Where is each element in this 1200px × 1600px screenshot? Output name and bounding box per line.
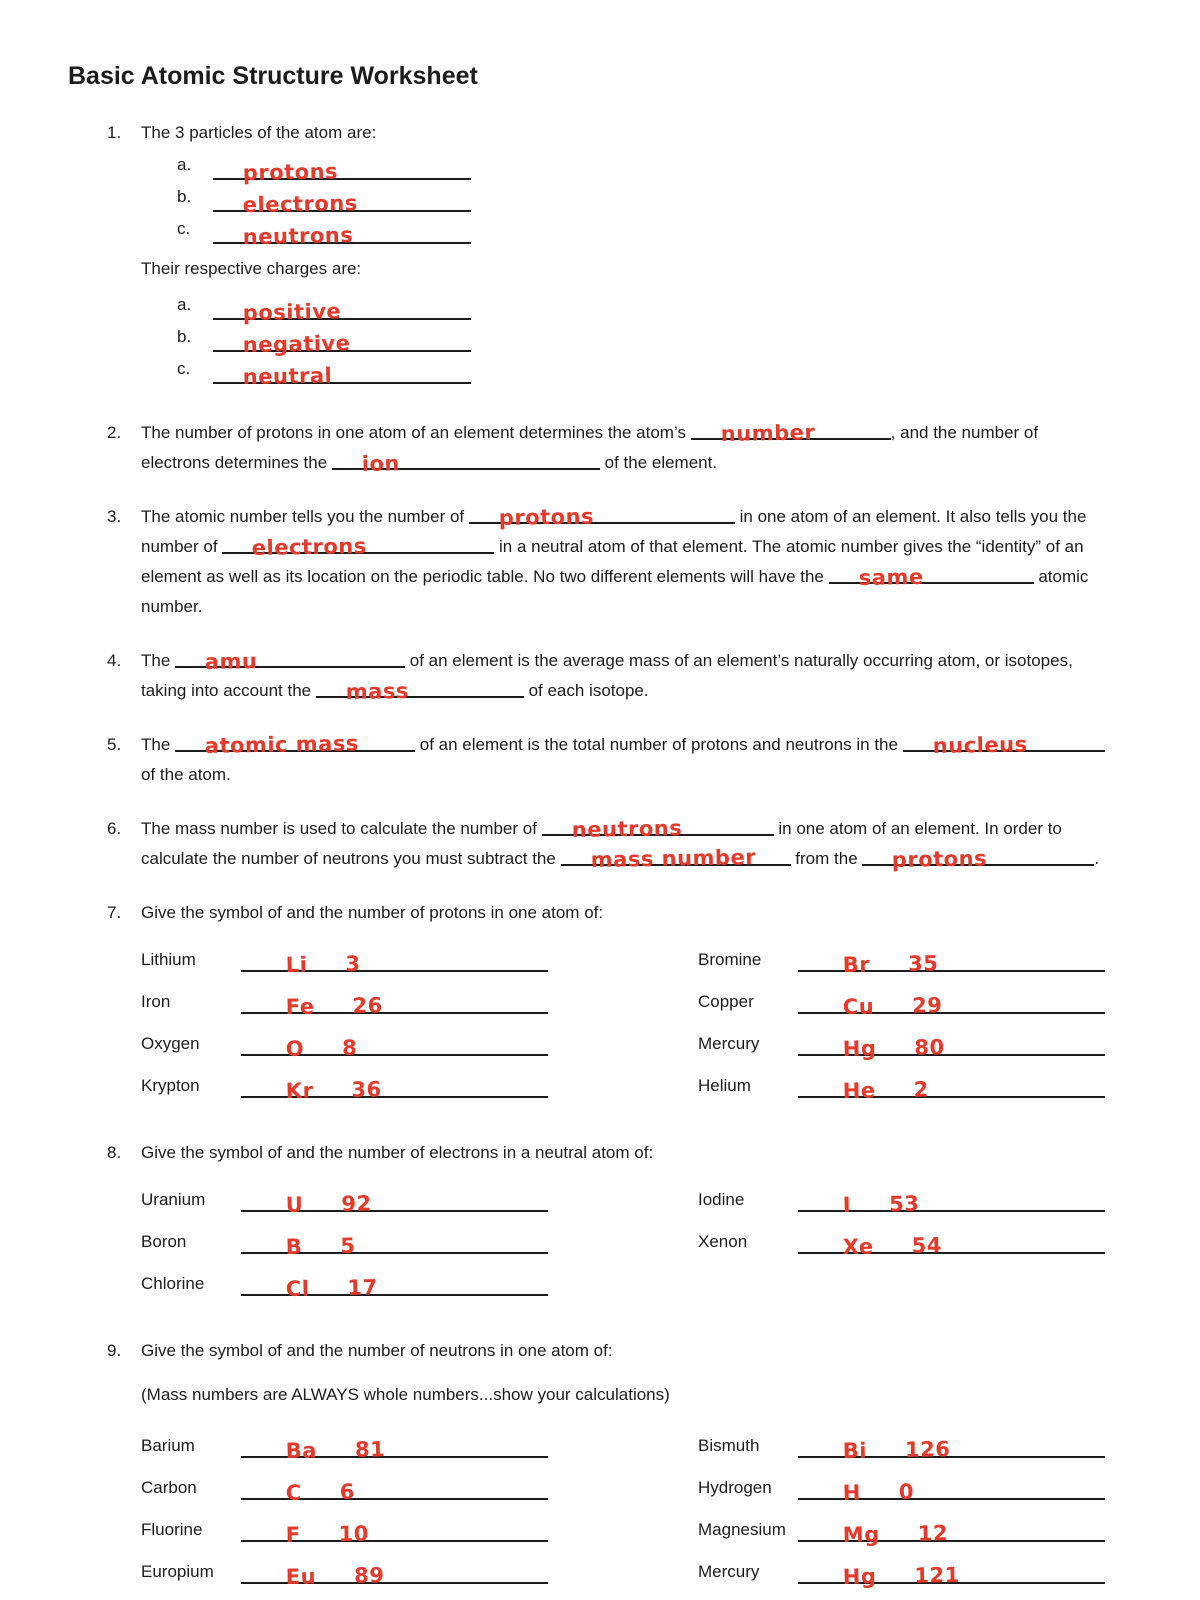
element-symbol: Cu bbox=[842, 994, 875, 1019]
element-row bbox=[698, 1030, 1105, 1061]
blank-line bbox=[213, 156, 471, 185]
question-4 bbox=[68, 646, 1105, 706]
element-symbol: Cl bbox=[285, 1276, 310, 1301]
element-label: Boron bbox=[141, 1232, 187, 1251]
element-label: Chlorine bbox=[141, 1274, 205, 1293]
element-row bbox=[141, 1516, 548, 1547]
handwritten-answer bbox=[286, 1277, 378, 1300]
element-row bbox=[141, 946, 548, 977]
blank-line bbox=[316, 678, 524, 704]
blank-line bbox=[798, 1028, 1105, 1061]
element-symbol: O bbox=[285, 1036, 305, 1061]
element-symbol: C bbox=[285, 1480, 302, 1505]
handwritten-answer: mass number bbox=[590, 845, 756, 872]
text-segment: The number of protons in one atom of an element determines the atom’s bbox=[141, 423, 691, 442]
element-symbol: Br bbox=[842, 952, 871, 977]
element-label: Xenon bbox=[698, 1232, 748, 1251]
element-symbol: Li bbox=[285, 952, 308, 977]
element-label: Krypton bbox=[141, 1076, 200, 1095]
handwritten-answer bbox=[842, 1479, 915, 1505]
question-9-text: Give the symbol of and the number of neutrons in one atom of: bbox=[141, 1341, 613, 1360]
element-symbol: Ba bbox=[285, 1438, 318, 1463]
element-label: Hydrogen bbox=[698, 1478, 772, 1497]
text-segment: atomic number. bbox=[141, 567, 1089, 616]
element-row bbox=[141, 1558, 548, 1589]
blank-line bbox=[798, 1226, 1105, 1259]
element-label: Magnesium bbox=[698, 1520, 786, 1539]
text-segment: in a neutral atom of that element. The atomic number gives the “identity” of an element as well as its location on the periodic table. No two different elements will have the bbox=[141, 537, 1084, 586]
question-5 bbox=[68, 730, 1105, 790]
question-1-text: The 3 particles of the atom are: bbox=[141, 123, 377, 142]
blank-line bbox=[241, 944, 548, 977]
element-label: Fluorine bbox=[141, 1520, 203, 1539]
element-number: 126 bbox=[904, 1437, 951, 1462]
blank-line bbox=[469, 504, 735, 530]
element-number: 12 bbox=[917, 1521, 949, 1546]
element-symbol: Mg bbox=[842, 1522, 880, 1547]
question-number: 3. bbox=[107, 507, 122, 526]
blank-line bbox=[561, 845, 791, 872]
element-label: Lithium bbox=[141, 950, 196, 969]
blank-line bbox=[241, 1472, 548, 1505]
blank-line bbox=[241, 1268, 548, 1301]
element-symbol: H bbox=[842, 1480, 862, 1505]
element-row bbox=[698, 1516, 1105, 1547]
handwritten-answer bbox=[842, 1562, 960, 1589]
element-label: Bromine bbox=[698, 950, 762, 969]
item-label: c. bbox=[177, 359, 191, 378]
element-symbol: I bbox=[842, 1192, 852, 1217]
item-label: c. bbox=[177, 219, 191, 238]
handwritten-answer: number bbox=[720, 420, 816, 446]
blank-line bbox=[241, 1514, 548, 1547]
blank-line bbox=[241, 1070, 548, 1103]
handwritten-answer bbox=[285, 1233, 356, 1259]
element-symbol: Hg bbox=[842, 1036, 877, 1061]
element-label: Europium bbox=[141, 1562, 214, 1581]
handwritten-answer bbox=[285, 1479, 356, 1505]
text-segment: of an element is the average mass of an element’s naturally occurring atom, or isotopes, taking into account the bbox=[141, 651, 1073, 700]
element-number: 53 bbox=[888, 1191, 920, 1217]
handwritten-answer bbox=[285, 1035, 358, 1061]
text-segment: , and the number of electrons determines the bbox=[141, 423, 1039, 472]
element-number: 17 bbox=[347, 1275, 378, 1300]
handwritten-answer bbox=[285, 951, 361, 977]
blank-line bbox=[691, 420, 891, 446]
question-3-text bbox=[141, 502, 1105, 622]
handwritten-answer: negative bbox=[242, 331, 351, 357]
handwritten-answer: nucleus bbox=[932, 732, 1028, 758]
text-segment: in one atom of an element. In order to calculate the number of neutrons you must subtract the bbox=[141, 819, 1062, 868]
element-number: 35 bbox=[907, 951, 939, 976]
element-number: 80 bbox=[914, 1035, 945, 1060]
element-symbol: U bbox=[285, 1192, 304, 1217]
blank-line bbox=[241, 1556, 548, 1589]
handwritten-answer bbox=[843, 995, 943, 1018]
element-number: 81 bbox=[354, 1437, 386, 1462]
element-number: 36 bbox=[351, 1077, 382, 1102]
text-segment: The bbox=[141, 735, 176, 754]
element-row bbox=[698, 946, 1105, 977]
blank-line bbox=[213, 296, 471, 325]
question-number: 1. bbox=[107, 123, 122, 142]
question-9-columns bbox=[141, 1432, 1105, 1600]
blank-line bbox=[222, 533, 494, 560]
handwritten-answer: protons bbox=[498, 504, 595, 530]
question-8 bbox=[68, 1138, 1105, 1312]
question-8-columns bbox=[141, 1186, 1105, 1312]
handwritten-answer bbox=[286, 995, 383, 1018]
handwritten-answer: positive bbox=[242, 299, 342, 325]
text-segment: The bbox=[141, 651, 176, 670]
blank-line bbox=[213, 188, 471, 217]
element-row bbox=[141, 1186, 548, 1217]
blank-line bbox=[241, 1430, 548, 1463]
element-label: Bismuth bbox=[698, 1436, 760, 1455]
handwritten-answer: ion bbox=[361, 451, 400, 476]
element-row bbox=[141, 988, 548, 1019]
question-7-text: Give the symbol of and the number of protons in one atom of: bbox=[141, 903, 604, 922]
blank-line bbox=[798, 986, 1105, 1019]
answer-row bbox=[177, 327, 1105, 357]
question-2-text bbox=[141, 418, 1105, 478]
text-segment: . bbox=[1094, 849, 1100, 868]
element-symbol: Kr bbox=[285, 1078, 314, 1103]
element-label: Barium bbox=[141, 1436, 195, 1455]
text-segment: of the element. bbox=[599, 453, 718, 472]
blank-line bbox=[798, 1472, 1105, 1505]
element-symbol: He bbox=[842, 1078, 876, 1103]
item-label: a. bbox=[177, 295, 192, 314]
question-2 bbox=[68, 418, 1105, 478]
element-row bbox=[698, 1072, 1105, 1103]
element-number: 6 bbox=[339, 1479, 356, 1505]
element-number: 92 bbox=[341, 1191, 372, 1217]
handwritten-answer: electrons bbox=[242, 190, 358, 217]
question-number: 2. bbox=[107, 423, 122, 442]
blank-line bbox=[241, 1184, 548, 1217]
handwritten-answer: protons bbox=[242, 159, 339, 185]
question-1-charges-text: Their respective charges are: bbox=[141, 259, 362, 278]
element-row bbox=[698, 1228, 1105, 1259]
element-number: 54 bbox=[911, 1233, 943, 1258]
question-8-text: Give the symbol of and the number of electrons in a neutral atom of: bbox=[141, 1143, 654, 1162]
text-segment: from the bbox=[790, 849, 863, 868]
element-row bbox=[141, 1474, 548, 1505]
element-number: 3 bbox=[345, 951, 361, 976]
blank-line bbox=[241, 1028, 548, 1061]
blank-line bbox=[213, 360, 471, 389]
item-label: b. bbox=[177, 187, 192, 206]
element-symbol: B bbox=[285, 1234, 303, 1259]
question-number: 8. bbox=[107, 1143, 122, 1162]
blank-line bbox=[213, 328, 471, 357]
element-row bbox=[698, 1432, 1105, 1463]
element-number: 5 bbox=[340, 1233, 356, 1259]
handwritten-answer bbox=[843, 1439, 951, 1462]
element-label: Uranium bbox=[141, 1190, 206, 1209]
blank-line bbox=[798, 1514, 1105, 1547]
handwritten-answer: mass bbox=[345, 678, 409, 704]
question-7-columns bbox=[141, 946, 1105, 1114]
element-row bbox=[141, 1228, 548, 1259]
handwritten-answer bbox=[286, 1439, 386, 1462]
handwritten-answer: neutrons bbox=[571, 816, 683, 842]
blank-line bbox=[332, 451, 600, 476]
element-row bbox=[141, 1270, 548, 1301]
question-6-text bbox=[141, 814, 1105, 874]
element-number: 2 bbox=[913, 1077, 929, 1102]
page-title: Basic Atomic Structure Worksheet bbox=[68, 62, 478, 90]
handwritten-answer bbox=[285, 1521, 370, 1547]
question-9 bbox=[68, 1336, 1105, 1600]
element-symbol: Eu bbox=[285, 1564, 317, 1589]
answer-row bbox=[177, 219, 1105, 249]
element-label: Iodine bbox=[698, 1190, 745, 1209]
handwritten-answer: protons bbox=[891, 846, 988, 872]
question-7 bbox=[68, 898, 1105, 1114]
answer-row bbox=[177, 155, 1105, 185]
handwritten-answer bbox=[843, 1235, 942, 1258]
element-number: 89 bbox=[353, 1563, 385, 1588]
text-segment: of an element is the total number of protons and neutrons in the bbox=[415, 735, 903, 754]
handwritten-answer: same bbox=[858, 564, 924, 590]
blank-line bbox=[798, 1070, 1105, 1103]
blank-line bbox=[542, 816, 774, 842]
element-row bbox=[698, 1474, 1105, 1505]
text-segment: of the atom. bbox=[141, 765, 231, 784]
question-number: 9. bbox=[107, 1341, 122, 1360]
handwritten-answer: atomic mass bbox=[204, 731, 360, 758]
element-row bbox=[141, 1072, 548, 1103]
element-number: 8 bbox=[341, 1035, 358, 1061]
blank-line bbox=[798, 1430, 1105, 1463]
element-row bbox=[141, 1030, 548, 1061]
handwritten-answer bbox=[286, 1079, 382, 1102]
element-label: Copper bbox=[698, 992, 754, 1011]
element-number: 10 bbox=[338, 1521, 370, 1547]
handwritten-answer bbox=[843, 1523, 949, 1546]
element-symbol: Bi bbox=[842, 1438, 868, 1463]
question-number: 4. bbox=[107, 651, 122, 670]
text-segment: The mass number is used to calculate the number of bbox=[141, 819, 542, 838]
handwritten-answer: neutral bbox=[242, 363, 333, 389]
text-segment: The atomic number tells you the number of bbox=[141, 507, 469, 526]
blank-line bbox=[798, 1184, 1105, 1217]
element-row bbox=[698, 1186, 1105, 1217]
text-segment: of each isotope. bbox=[523, 681, 649, 700]
element-row bbox=[698, 1558, 1105, 1589]
handwritten-answer: neutrons bbox=[242, 223, 354, 249]
element-number: 26 bbox=[352, 993, 383, 1018]
element-label: Helium bbox=[698, 1076, 751, 1095]
element-label: Mercury bbox=[698, 1562, 760, 1581]
question-1 bbox=[68, 118, 1105, 394]
handwritten-answer bbox=[843, 1037, 945, 1060]
handwritten-answer bbox=[842, 1191, 920, 1217]
blank-line bbox=[213, 220, 471, 249]
element-number: 121 bbox=[914, 1562, 960, 1588]
question-number: 5. bbox=[107, 735, 122, 754]
question-6 bbox=[68, 814, 1105, 874]
handwritten-answer bbox=[843, 953, 939, 976]
element-number: 0 bbox=[898, 1479, 915, 1505]
element-label: Carbon bbox=[141, 1478, 197, 1497]
item-label: b. bbox=[177, 327, 192, 346]
blank-line bbox=[798, 944, 1105, 977]
handwritten-answer bbox=[285, 1191, 372, 1217]
blank-line bbox=[903, 732, 1105, 758]
handwritten-answer: amu bbox=[204, 649, 258, 674]
text-segment: in one atom of an element. It also tells you the number of bbox=[141, 507, 1087, 556]
question-4-text bbox=[141, 646, 1105, 706]
element-row bbox=[698, 988, 1105, 1019]
answer-row bbox=[177, 295, 1105, 325]
blank-line bbox=[175, 649, 405, 674]
question-5-text bbox=[141, 730, 1105, 790]
handwritten-answer bbox=[842, 1077, 929, 1103]
question-number: 6. bbox=[107, 819, 122, 838]
blank-line bbox=[175, 731, 415, 758]
answer-row bbox=[177, 359, 1105, 389]
answer-row bbox=[177, 187, 1105, 217]
element-symbol: Xe bbox=[842, 1234, 874, 1259]
blank-line bbox=[862, 846, 1094, 872]
blank-line bbox=[798, 1556, 1105, 1589]
element-label: Oxygen bbox=[141, 1034, 200, 1053]
element-row bbox=[141, 1432, 548, 1463]
element-symbol: Hg bbox=[842, 1564, 877, 1589]
question-3 bbox=[68, 502, 1105, 622]
blank-line bbox=[241, 986, 548, 1019]
item-label: a. bbox=[177, 155, 192, 174]
handwritten-answer: electrons bbox=[251, 533, 368, 560]
element-number: 29 bbox=[911, 993, 943, 1018]
element-label: Iron bbox=[141, 992, 171, 1011]
element-symbol: Fe bbox=[285, 994, 315, 1019]
blank-line bbox=[829, 564, 1034, 590]
blank-line bbox=[241, 1226, 548, 1259]
question-number: 7. bbox=[107, 903, 122, 922]
handwritten-answer bbox=[286, 1565, 385, 1588]
element-label: Mercury bbox=[698, 1034, 760, 1053]
element-symbol: F bbox=[285, 1522, 301, 1547]
question-9-note: (Mass numbers are ALWAYS whole numbers...show your calculations) bbox=[141, 1385, 670, 1404]
